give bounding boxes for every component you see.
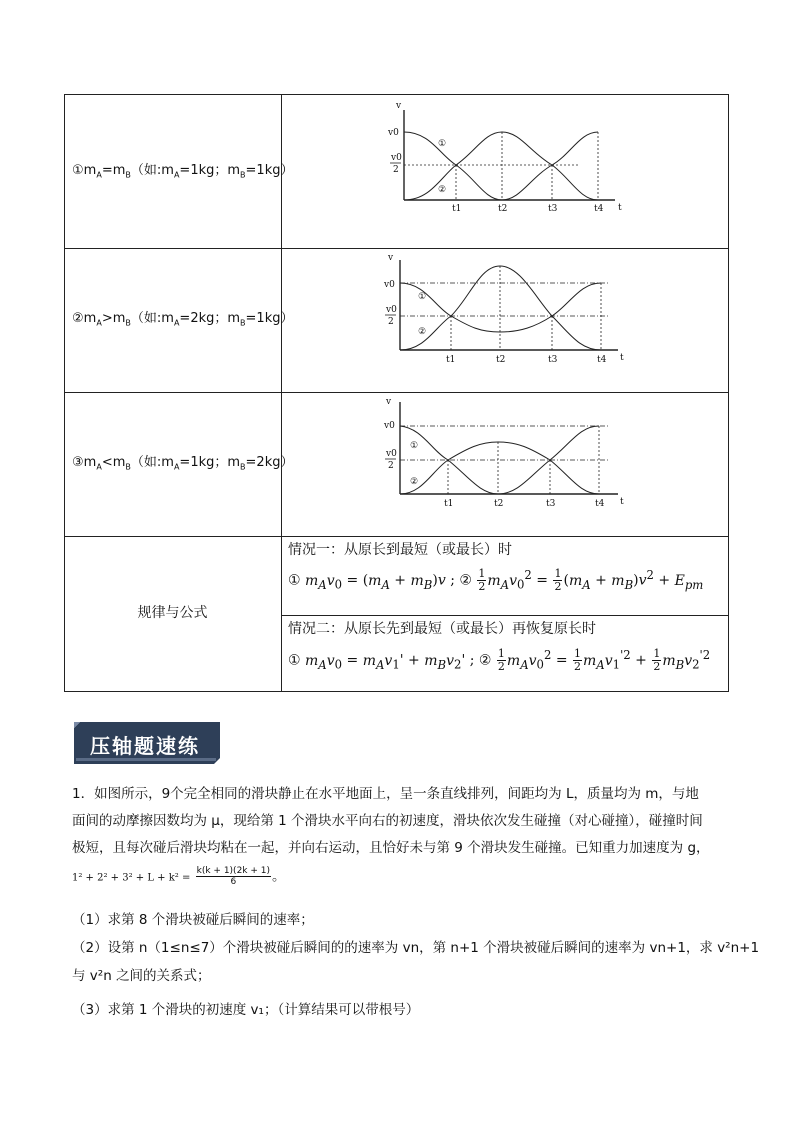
tick-t4: t4 — [594, 204, 604, 214]
svg-text:t2: t2 — [496, 355, 506, 365]
row-divider — [64, 392, 729, 393]
tick-t2: t2 — [498, 204, 508, 214]
svg-text:t1: t1 — [444, 499, 454, 509]
case-label-greater: $②m_A>m_B$（如$:m_A=2kg$；$m_B=1kg$） — [72, 311, 294, 328]
svg-text:t: t — [620, 497, 624, 507]
tick-t3: t3 — [548, 204, 558, 214]
svg-text:①: ① — [418, 292, 427, 302]
row-divider — [281, 615, 729, 616]
case2-title: 情况二：从原长先到最短（或最长）再恢复原长时 — [288, 621, 596, 637]
svg-text:v0: v0 — [386, 449, 397, 459]
column-divider — [281, 94, 282, 692]
half-v0-den: 2 — [393, 165, 399, 175]
case1-title: 情况一：从原长到最短（或最长）时 — [288, 542, 512, 558]
tick-t1: t1 — [452, 204, 462, 214]
series-2-label: ② — [438, 185, 447, 195]
svg-text:t4: t4 — [595, 499, 605, 509]
problem-line-3: 极短，且每次碰后滑块均粘在一起，并向右运动，且恰好未与第 9 个滑块发生碰撞。已知重力加速度为 g， — [72, 840, 710, 856]
svg-text:①: ① — [410, 441, 419, 451]
case-label-equal: $①m_A=m_B$（如$:m_A=1kg$；$m_B=1kg$） — [72, 163, 294, 180]
t-gridlines — [456, 132, 598, 200]
question-2a: （2）设第 n（1≤n≤7）个滑块被碰后瞬间的的速率为 vn，第 n+1 个滑块被碰后瞬间的速率为 vn+1，求 v²n+1 — [72, 940, 760, 956]
problem-line-4: 1² + 2² + 3² + L + k² = $\frac{k(k + 1)(2k + 1)}{6}$ 。 — [72, 866, 286, 887]
svg-text:2: 2 — [388, 317, 394, 327]
question-2b: 与 v²n 之间的关系式； — [72, 968, 211, 984]
row-divider — [64, 536, 729, 537]
svg-text:t2: t2 — [494, 499, 504, 509]
section-title: 压轴题速练 — [90, 734, 200, 758]
svg-text:t: t — [620, 353, 624, 363]
svg-text:v0: v0 — [386, 305, 397, 315]
velocity-chart-less — [380, 396, 640, 514]
v0-tick-label: v0 — [388, 128, 399, 138]
question-1: （1）求第 8 个滑块被碰后瞬间的速率； — [72, 912, 314, 928]
svg-text:2: 2 — [388, 461, 394, 471]
svg-text:v0: v0 — [384, 280, 395, 290]
case-label-less: $③m_A<m_B$（如$:m_A=1kg$；$m_B=2kg$） — [72, 455, 294, 472]
series-1-curve — [404, 132, 598, 200]
problem-line-2: 面间的动摩擦因数均为 μ，现给第 1 个滑块水平向右的初速度，滑块依次发生碰撞（对心碰撞），碰撞时间 — [72, 813, 703, 829]
svg-text:②: ② — [418, 327, 427, 337]
rule-label: 规律与公式 — [137, 605, 208, 621]
svg-text:v0: v0 — [384, 421, 395, 431]
series-1-label: ① — [438, 139, 447, 149]
question-3: （3）求第 1 个滑块的初速度 v₁；（计算结果可以带根号） — [72, 1002, 420, 1018]
svg-text:t3: t3 — [546, 499, 556, 509]
svg-text:t4: t4 — [597, 355, 607, 365]
case2-formula: ① $m_Av_0 = m_Av_1' + m_Bv_2'$ ; ② $\frac{1}{2}$ $m_Av_0^2$ = $\frac{1}{2}$ $m_Av_1^{'2}$ + $\frac{1}{2}$ $m_Bv_2^{'2}$ — [288, 647, 711, 674]
velocity-chart-equal — [380, 100, 640, 218]
problem-line-1: 1．如图所示，9个完全相同的滑块静止在水平地面上，呈一条直线排列，间距均为 L，质量均为 m，与地 — [72, 786, 699, 802]
series-2-curve — [404, 132, 598, 200]
svg-text:t1: t1 — [446, 355, 456, 365]
y-axis-label: v — [396, 101, 402, 111]
velocity-chart-greater — [380, 252, 640, 370]
row-divider — [64, 248, 729, 249]
x-axis-label: t — [618, 203, 622, 213]
half-v0-num: v0 — [391, 153, 402, 163]
svg-text:②: ② — [410, 477, 419, 487]
svg-text:t3: t3 — [548, 355, 558, 365]
svg-text:v: v — [386, 397, 392, 407]
svg-text:v: v — [388, 253, 394, 263]
case1-formula: ① $m_Av_0 = (m_A + m_B)v$ ; ② $\frac{1}{2}$ $m_Av_0^2$ = $\frac{1}{2}$ $(m_A + m_B)v^2 + E_{pm}$ — [288, 567, 704, 594]
